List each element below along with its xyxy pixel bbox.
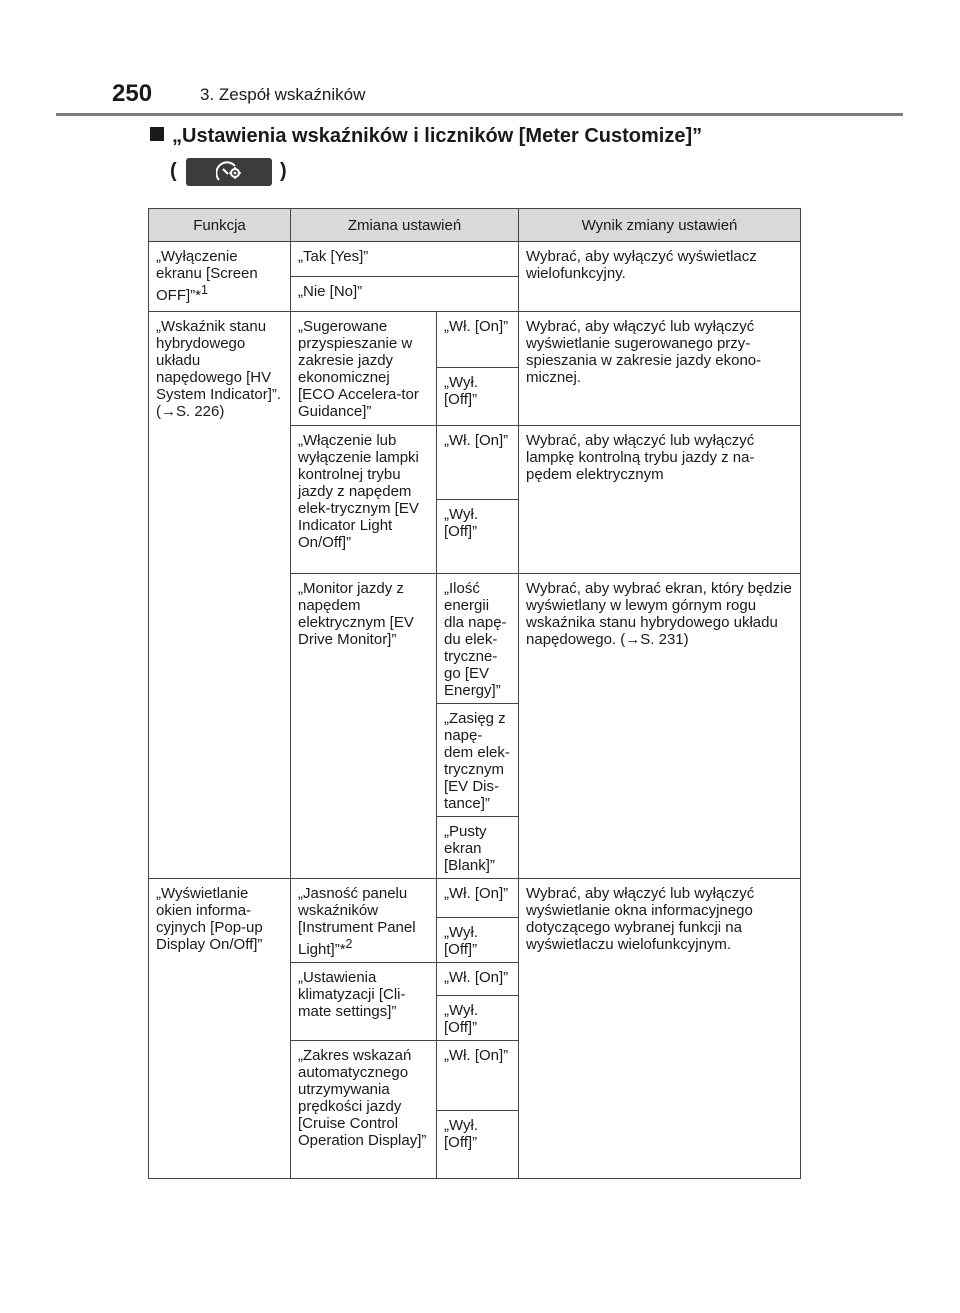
result-screen-off: Wybrać, aby wyłączyć wyświetlacz wielofunkcyjny.	[519, 242, 801, 312]
option-ev-energy: „Ilość energii dla napę-du elek-tryczne-go [EV Energy]”	[437, 574, 519, 704]
result-eco-guidance: Wybrać, aby włączyć lub wyłączyć wyświetlanie sugerowanego przy-spieszania w zakresie jazdy ekono-micznej.	[519, 312, 801, 426]
section-title: „Ustawienia wskaźników i liczników [Meter Customize]”	[150, 125, 702, 148]
header-rule	[56, 113, 903, 116]
result-ev-drive-monitor: Wybrać, aby wybrać ekran, który będzie wyświetlany w lewym górnym rogu wskaźnika stanu hybrydowego układu napędowego. (→S. 231)	[519, 574, 801, 879]
option-on: „Wł. [On]”	[437, 879, 519, 918]
option-off: „Wył. [Off]”	[437, 918, 519, 963]
option-on: „Wł. [On]”	[437, 312, 519, 368]
result-popup-display: Wybrać, aby włączyć lub wyłączyć wyświetlanie okna informacyjnego dotyczącego wybranej funkcji na wyświetlaczu wielofunkcyjnym.	[519, 879, 801, 1179]
header-result: Wynik zmiany ustawień	[519, 209, 801, 242]
function-popup-display: „Wyświetlanie okien informa-cyjnych [Pop-up Display On/Off]”	[149, 879, 291, 1179]
open-paren: (	[170, 160, 177, 182]
close-paren: )	[280, 160, 287, 182]
option-off: „Wył. [Off]”	[437, 368, 519, 426]
option-blank: „Pusty ekran [Blank]”	[437, 817, 519, 879]
option-off: „Wył. [Off]”	[437, 500, 519, 574]
setting-instrument-panel-light: „Jasność panelu wskaźników [Instrument Panel Light]”*$^2$	[291, 879, 437, 963]
option-off: „Wył. [Off]”	[437, 1111, 519, 1179]
setting-ev-drive-monitor: „Monitor jazdy z napędem elektrycznym [EV Drive Monitor]”	[291, 574, 437, 879]
function-screen-off: „Wyłączenie ekranu [Screen OFF]”*$^1$	[149, 242, 291, 312]
option-on: „Wł. [On]”	[437, 426, 519, 500]
result-ev-indicator: Wybrać, aby włączyć lub wyłączyć lampkę kontrolną trybu jazdy z na-pędem elektrycznym	[519, 426, 801, 574]
setting-cruise-control: „Zakres wskazań automatycznego utrzymywania prędkości jazdy [Cruise Control Operation Display]”	[291, 1041, 437, 1179]
settings-table	[148, 208, 801, 1179]
option-on: „Wł. [On]”	[437, 963, 519, 996]
setting-eco-guidance: „Sugerowane przyspieszanie w zakresie jazdy ekonomicznej [ECO Accelera-tor Guidance]”	[291, 312, 437, 426]
option-no: „Nie [No]”	[291, 277, 519, 312]
setting-climate: „Ustawienia klimatyzacji [Cli-mate settings]”	[291, 963, 437, 1041]
page-header	[112, 80, 902, 116]
header-function: Funkcja	[149, 209, 291, 242]
chapter-title: 3. Zespół wskaźników	[200, 85, 366, 104]
option-yes: „Tak [Yes]”	[291, 242, 519, 277]
option-on: „Wł. [On]”	[437, 1041, 519, 1111]
square-bullet-icon	[150, 127, 164, 141]
header-change: Zmiana ustawień	[291, 209, 519, 242]
option-off: „Wył. [Off]”	[437, 996, 519, 1041]
meter-settings-icon	[186, 158, 272, 186]
setting-ev-indicator: „Włączenie lub wyłączenie lampki kontrolnej trybu jazdy z napędem elek-trycznym [EV Indicator Light On/Off]”	[291, 426, 437, 574]
function-hv-system-indicator: „Wskaźnik stanu hybrydowego układu napędowego [HV System Indicator]”. (→S. 226)	[149, 312, 291, 879]
option-ev-distance: „Zasięg z napę-dem elek-trycznym [EV Dis-tance]”	[437, 704, 519, 817]
page-number: 250	[112, 80, 153, 107]
